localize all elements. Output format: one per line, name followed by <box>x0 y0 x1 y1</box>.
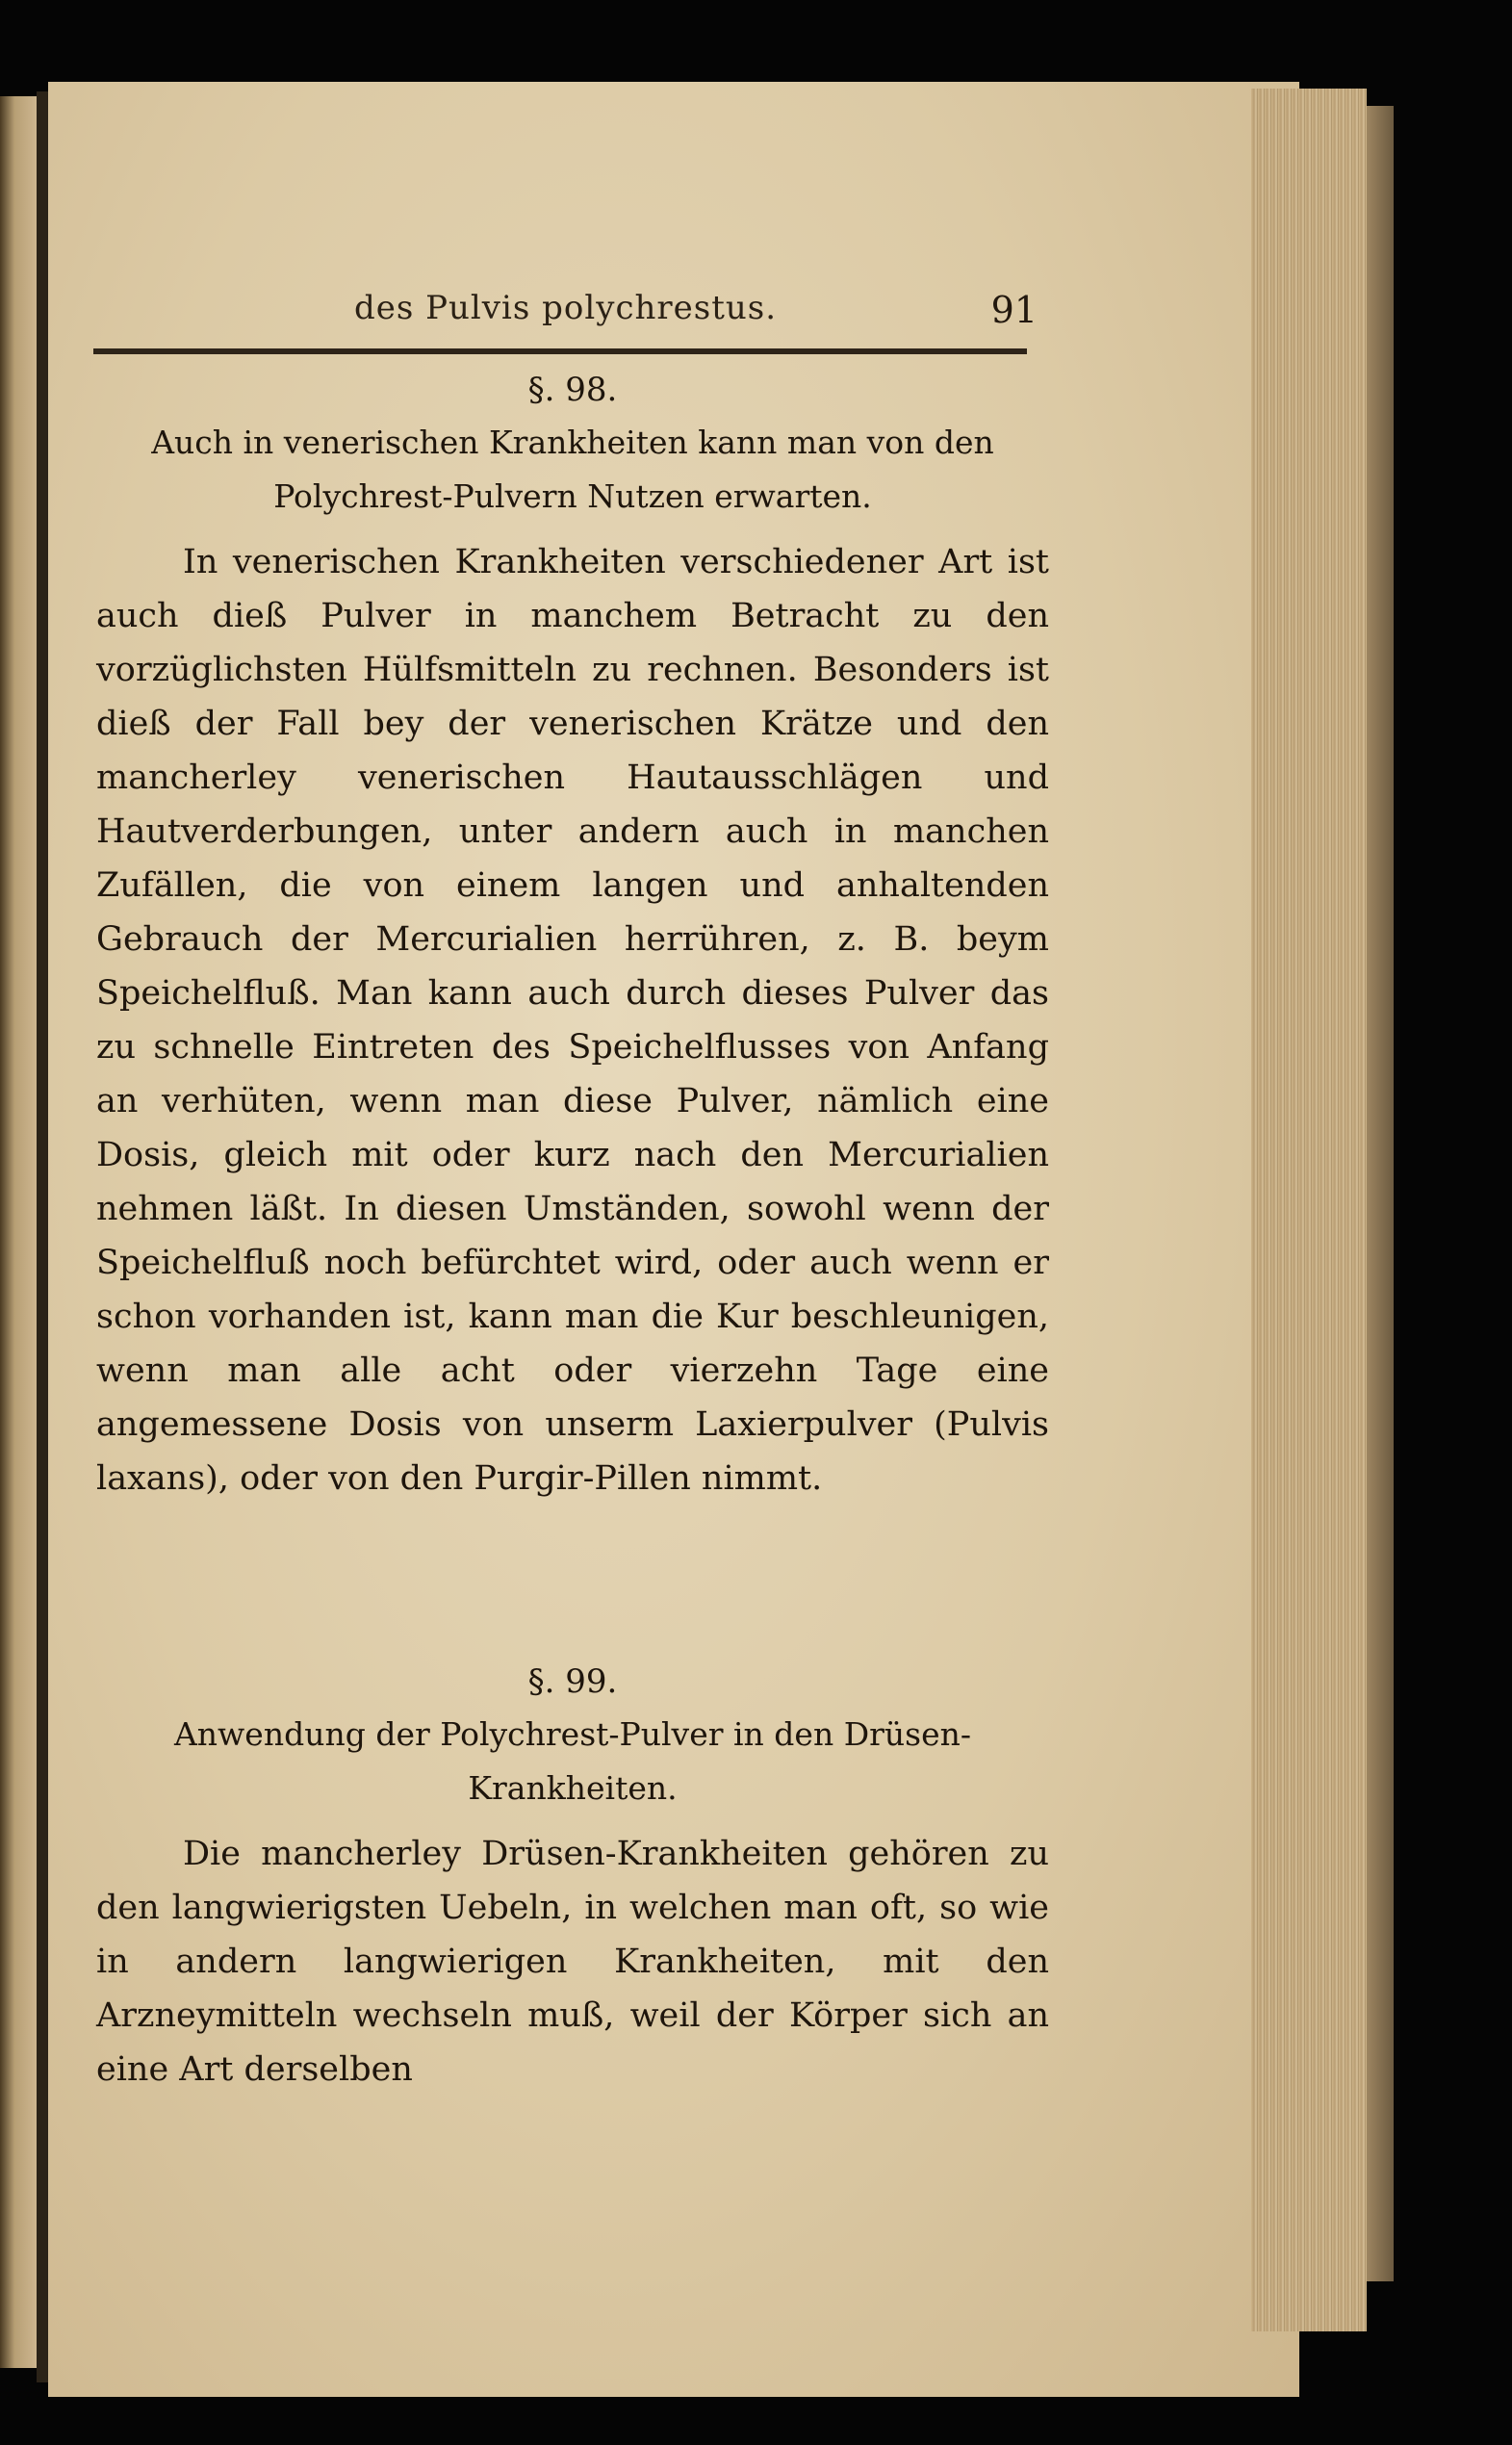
left-page-edge <box>0 96 37 2368</box>
section-99 <box>96 1656 1049 2097</box>
section-body: Die mancherley Drüsen-Krankheiten gehören zu den langwierigsten Uebeln, in welchen man oft, so wie in andern langwierigen Krankheiten, mit den Arzneymitteln wechseln muß, weil der Körper sich an eine Art derselben <box>96 1835 1049 2089</box>
section-98 <box>96 364 1049 1506</box>
section-title: Anwendung der Polychrest-Pulver in den Drüsen-Krankheiten. <box>173 1715 972 1807</box>
section-number: §. 99. <box>527 1662 618 1701</box>
header-rule <box>93 348 1027 354</box>
book-gutter <box>37 91 48 2382</box>
running-head: des Pulvis polychrestus. <box>354 289 778 327</box>
page-block-edges <box>1251 89 1367 2331</box>
page-number: 91 <box>990 289 1038 331</box>
section-number: §. 98. <box>527 371 618 409</box>
section-body: In venerischen Krankheiten verschiedener Art ist auch dieß Pulver in manchem Betracht zu den vorzüglichsten Hülfsmitteln zu rechnen. Besonders ist dieß der Fall bey der venerischen Krätze und den mancherley venerischen Hautausschlägen und Hautverderbungen, unter andern auch in manchen Zufällen, die von einem langen und anhaltenden Gebrauch der Mercurialien herrühren, z. B. beym Speichelfluß. Man kann auch durch dieses Pulver das zu schnelle Eintreten des Speichelflusses von Anfang an verhüten, wenn man diese Pulver, nämlich eine Dosis, gleich mit oder kurz nach den Mercurialien nehmen läßt. In diesen Umständen, sowohl wenn der Speichelfluß noch befürchtet wird, oder auch wenn er schon vorhanden ist, kann man die Kur beschleunigen, wenn man alle acht oder vierzehn Tage eine angemessene Dosis von unserm Laxierpulver (Pulvis laxans), oder von den Purgir-Pillen nimmt. <box>96 543 1049 1498</box>
page-block-shadow <box>1367 106 1394 2281</box>
section-title: Auch in venerischen Krankheiten kann man von den Polychrest-Pulvern Nutzen erwarten. <box>151 424 994 515</box>
page-header <box>306 289 1038 342</box>
